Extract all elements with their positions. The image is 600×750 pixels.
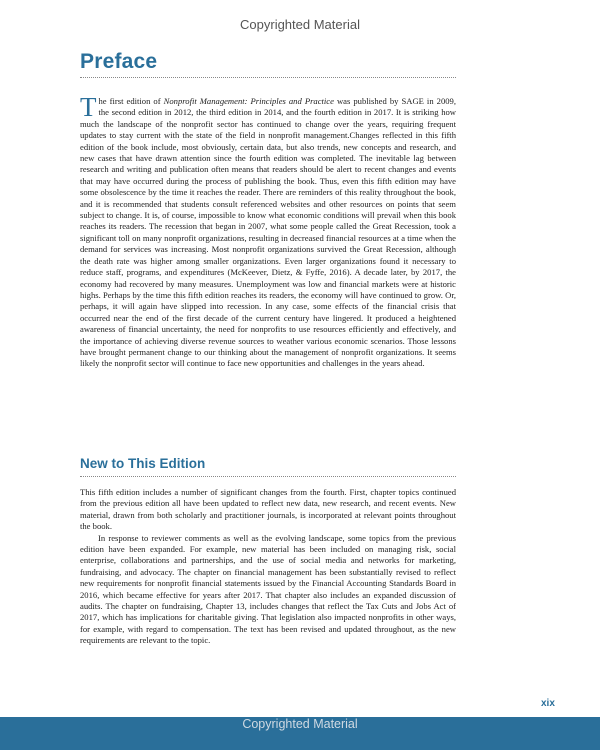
page-title: Preface [80, 50, 158, 73]
intro-paragraph [80, 92, 456, 370]
page-number: xix [541, 698, 555, 709]
drop-cap: T [80, 92, 97, 122]
intro-body-text: was published by SAGE in 2009, the second edition in 2012, the third edition in 2014, and the fourth edition in 2017. It is striking how much the landscape of the nonprofit sector has continued to change over the years, requiring frequent updates to stay current with the state of the field in nonprofit management.Changes reflected in this fifth edition of the book include, most obviously, certain data, but also trends, new concepts and research, and new cases that have drawn attention since the fourth edition was completed. The inevitable lag between research and writing and publication often means that readers should be alert to recent changes and events that may have occurred during the process of publishing the book. Thus, even this fifth edition may have some obsolescence by the time it reaches the reader. There are reminders of this reality throughout the book, and it is recommended that students consult referenced websites and other resources on points that seem subject to change. It is, of course, impossible to know what economic conditions will prevail when this book reaches its readers. The recession that began in 2007, what some people called the Great Recession, took a significant toll on many nonprofit organizations, resulting in decreased financial resources at a time when the demand for services was increasing. Most nonprofit organizations survived the Great Recession, although the death rate was higher among smaller organizations. Even larger organizations found it necessary to reduce staff, programs, and expenditures (McKeever, Dietz, & Fyffe, 2016). A decade later, by 2017, the economy had recovered by many measures. Unemployment was low and financial markets were at historic highs. Perhaps by the time this fifth edition reaches its readers, the economy will have continued to grow. Or, perhaps, it will again have slipped into recession. In any case, some effects of the financial crisis that occurred near the end of the first decade of the current century have lingered. It produced a heightened awareness of financial uncertainty, the need for nonprofits to use resources efficiently and effectively, and the importance of achieving diverse revenue sources to weather various economic scenarios. Those lessons have brought permanent change to our thinking about the management of nonprofit organizations. It seems likely the nonprofit sector will continue to face new opportunities and challenges in the years ahead. [80, 96, 456, 369]
section-paragraph: This fifth edition includes a number of significant changes from the fourth. First, chapter topics continued from the previous edition all have been updated to reflect new data, new research, and recent events. New material, drawn from both scholarly and practitioner journals, is incorporated at relevant points throughout the book. [80, 487, 456, 532]
section-paragraph: In response to reviewer comments as well as the evolving landscape, some topics from the previous edition have been expanded. For example, new material has been included on managing risk, social enterprise, collaborations and partnerships, and the use of social media and networks for marketing, fundraising, and advocacy. The chapter on financial management has been substantially revised to reflect new requirements for nonprofit financial statements issued by the Financial Accounting Standards Board in 2016, which became effective for years after 2017. That chapter also includes an expanded discussion of audits. The chapter on fundraising, Chapter 13, includes changes that reflect the Tax Cuts and Jobs Act of 2017, which has implications for charitable giving. That legislation also impacted nonprofits in other ways, for example, with regard to compensation. The text has been revised and updated throughout, as the new requirements are relevant to the topic. [80, 532, 456, 646]
watermark-top: Copyrighted Material [240, 17, 360, 32]
section-body [80, 487, 456, 647]
book-title: Nonprofit Management: Principles and Practice [163, 96, 334, 106]
watermark-bottom: Copyrighted Material [242, 717, 358, 731]
section-divider [80, 476, 456, 477]
title-divider [80, 77, 456, 78]
section-heading: New to This Edition [80, 456, 206, 471]
intro-lead-text: he first edition of [98, 96, 164, 106]
